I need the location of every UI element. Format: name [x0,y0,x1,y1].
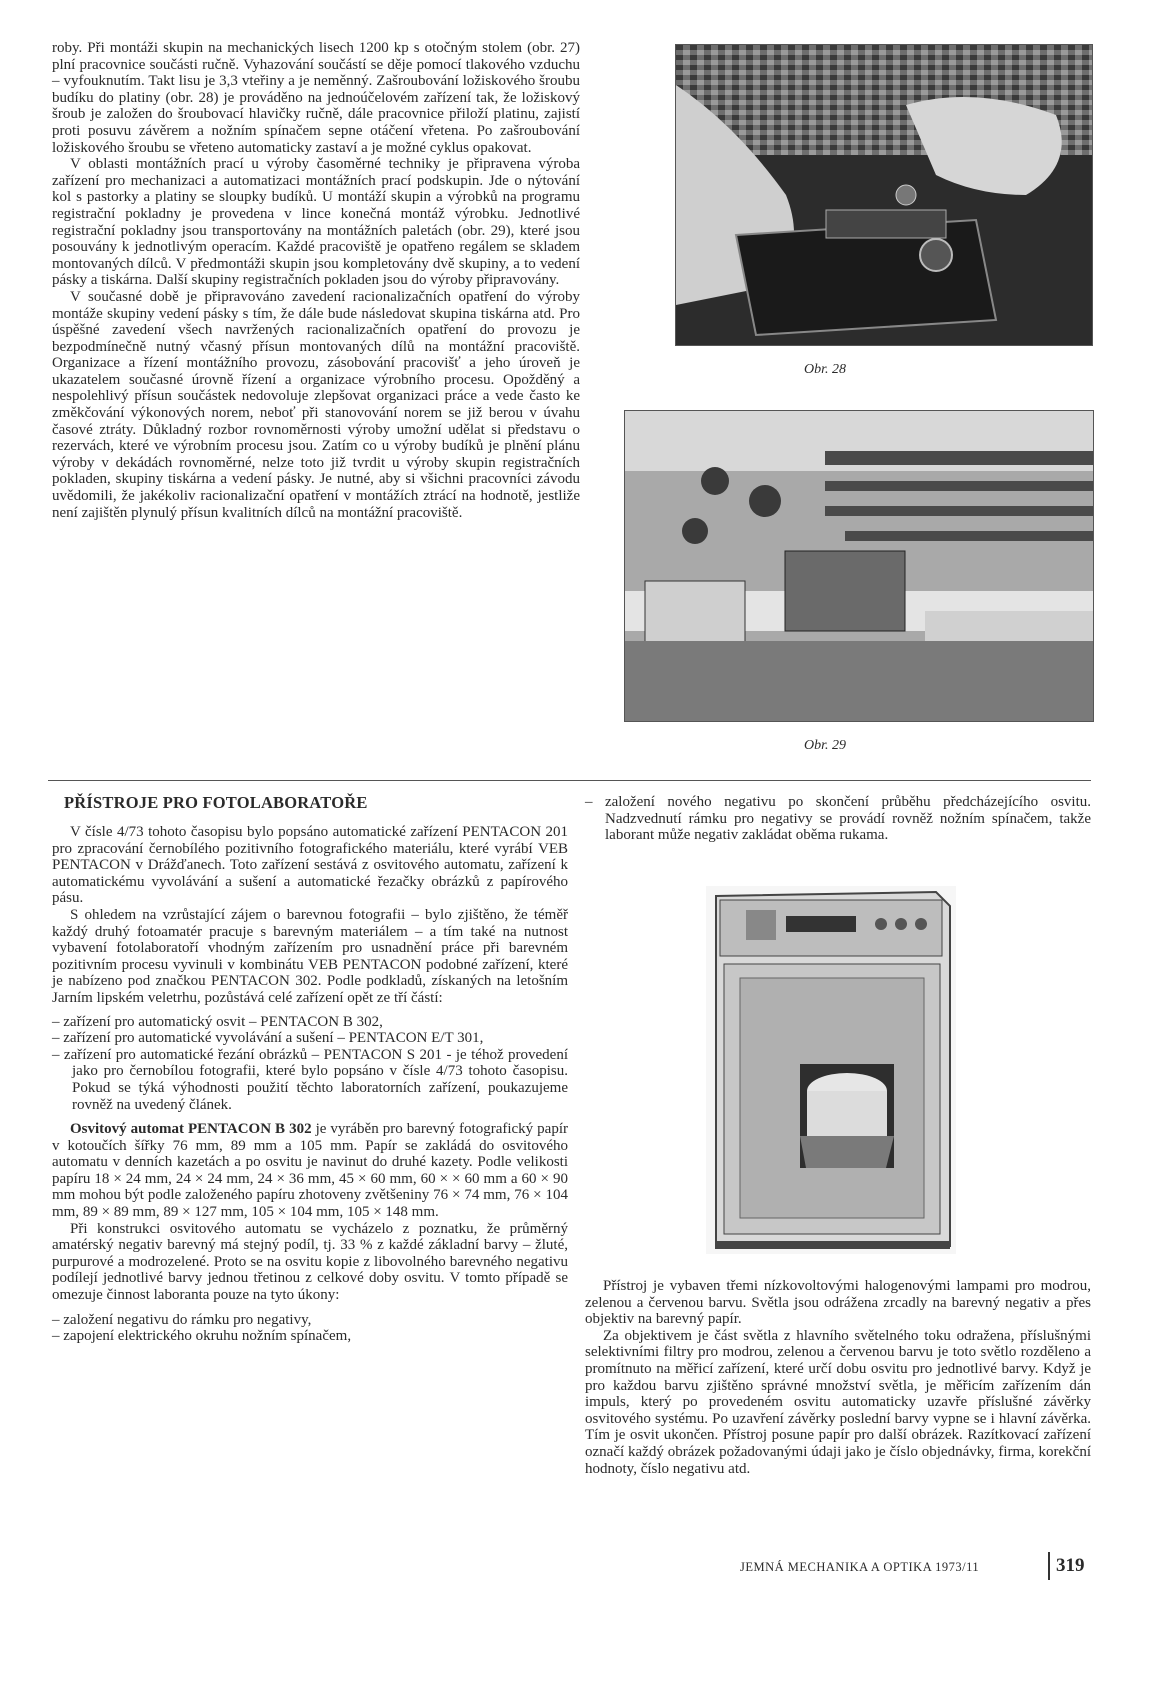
list-item: – založení nového negativu po skončení průběhu předcházejícího osvitu. Nadzvednutí rámku pro negativy se provádí rovněž nožním spínačem, takže laborant může negativ zakládat oběma rukama. [585,794,1091,844]
list-item: – zařízení pro automatické řezání obrázků – PENTACON S 201 - je téhož provedení jako pro černobílou fotografii, které bylo popsáno v čísle 4/73 tohoto časopisu. Pokud se týká výhodnosti použití těchto laboratorních zařízení, poukazujeme rovněž na uvedený článek. [52,1046,568,1113]
paragraph: V oblasti montážních prací u výroby časoměrné techniky je připravena výroba zařízení pro mechanizaci a automatizaci montážních prací podskupin. Jde o nýtování kol s pastorky a platiny se sloupky budíků. U montáží skupin a výrobků na programu registrační pokladny je provedena v lince konečná montáž výrobku. Jednotlivé registrační pokladny jsou transportovány na montážních paletách (obr. 29), které jsou posouvány k jednotlivým operacím. Každé pracoviště je opatřeno regálem se skladem montovaných dílců. V předmontáži skupin jsou kompletovány dvě skupiny, a to vedení pásky a tiskárna. Další skupiny registračních pokladen jsou do výroby připravovány. [52,156,580,289]
figure-28-caption: Obr. 28 [804,362,847,377]
list-item: – zapojení elektrického okruhu nožním spínačem, [52,1328,352,1345]
paragraph: V čísle 4/73 tohoto časopisu bylo popsáno automatické zařízení PENTACON 201 pro zpracování černobílého pozitivního fotografického materiálu, které vyrábí VEB PENTACON v Drážďanech. Toto zařízení sestává z osvitového automatu, zařízení k automatickému vyvolávání a sušení a automatické řezačky obrázků z papírového pásu. [52,824,568,907]
figure-29-caption: Obr. 29 [804,738,847,753]
pentacon-b302-image [706,886,956,1254]
paragraph: Přístroj je vybaven třemi nízkovoltovými halogenovými lampami pro modrou, zelenou a červenou barvu. Světla jsou odrážena zrcadly na barevný negativ a přes objektiv na barevný papír. [585,1278,1091,1328]
list-item: – zařízení pro automatický osvit – PENTACON B 302, [52,1013,383,1030]
paragraph: S ohledem na vzrůstající zájem o barevnou fotografii – bylo zjištěno, že téměř každý druhý fotoamatér pracuje s barevným materiálem – a tím také na nutnost vybavení fotolaboratoří vhodným zařízením pro usnadnění práce při barevném pozitivním procesu vyvinuli v kombinátu VEB PENTACON podobné zařízení, které je nabízeno pod značkou PENTACON 302. Podle podkladů, získaných na letošním Jarním lipském veletrhu, pozůstává celé zařízení opět ze tří částí: [52,906,568,1006]
paragraph-text: je vyráběn pro barevný fotografický papír v kotoučích šířky 76 mm, 89 mm a 105 mm. Papír se zakládá do osvitového automatu v denních kazetách a po osvitu je navinut do druhé kazety. Podle velikosti papíru 18 × 24 mm, 24 × 24 mm, 24 × 36 mm, 45 × 60 mm, 60 × × 60 mm a 60 × 90 mm mohou být podle založeného papíru zhotoveny zvětšeniny 76 × 74 mm, 76 × 104 mm, 89 × 89 mm, 89 × 127 mm, 105 × 104 mm, 105 × 148 mm. [52,1121,568,1221]
list-item: – zařízení pro automatické vyvolávání a sušení – PENTACON E/T 301, [52,1030,484,1047]
assembly-line-image [625,411,1093,721]
top-left-column [52,40,580,521]
bold-lead: Osvitový automat PENTACON B 302 [70,1121,312,1138]
article-heading: PŘÍSTROJE PRO FOTOLABORATOŘE [64,793,368,812]
paragraph: V současné době je připravováno zavedení racionalizačních opatření do výroby montáže skupiny vedení pásky s tím, že dále bude následovat skupina tiskárna atd. Pro úspěšné zavedení všech navržených racionalizačních opatření do provozu je bezpodmínečně nutný včasný přísun montovaných dílů na montážní pracoviště. Organizace a řízení montážního provozu, zásobování pracovišť a jeho úroveň je ukazatelem současné úrovně řízení a organizace výrobního procesu. Opožděný a nespolehlivý přísun součástek nedovoluje zlepšovat organizaci práce a vede často ke změkčování výkonových norem, neboť při stanovování norem se již berou v úvahu časové ztráty. Důkladný rozbor rovnoměrnosti výroby umožní udělat si představu o rezervách, které ve výrobním procesu jsou. Zatím co u výroby budíků je plnění plánu výroby v dekádách rovnoměrné, nelze toto již tvrdit u výroby skupin registračních pokladen, skupiny tiskárna a vedení pásky. Je nutné, aby si všichni pracovníci závodu uvědomili, že jakékoliv racionalizační opatření v montážích ztrácí na hodnotě, jestliže není zajištěn plynulý přísun kvalitních dílců na montážní pracoviště. [52,288,580,521]
figure-28-photo [675,44,1093,346]
section-divider [48,780,1091,781]
journal-footer: JEMNÁ MECHANIKA A OPTIKA 1973/11 [740,1560,980,1574]
article-right-top [585,794,1091,844]
page-number: 319 [1056,1555,1085,1576]
footer-divider [1048,1552,1050,1580]
paragraph [52,1121,568,1221]
paragraph: Při konstrukci osvitového automatu se vycházelo z poznatku, že průměrný amatérský negativ barevný má stejný podíl, tj. 33 % z každé základní barvy – žluté, purpurové a modrozelené. Proto se na osvitu kopie z libovolného barevného negativu podílejí jednotlivé barvy jednou třetinou z celkové doby osvitu. V tomto případě se omezuje činnost laboranta pouze na tyto úkony: [52,1220,568,1304]
article-right-bottom [585,1278,1091,1477]
list-item: – založení negativu do rámku pro negativy, [52,1311,312,1328]
figure-29-photo [624,410,1094,722]
paragraph: roby. Při montáži skupin na mechanických lisech 1200 kp s otočným stolem (obr. 27) plní pracovnice součásti ručně. Vyhazování součástí se děje pomocí tlakového vzduchu – vyfouknutím. Takt lisu je 3,3 vteřiny a je neměnný. Zašroubování ložiskového šroubu budíku do platiny (obr. 28) je prováděno na jednoúčelovém zařízení tak, že ložiskový šroub je založen do šroubovací hlavičky ručně, dále pracovnice přiloží platinu, zajistí proti posuvu závěrem a nožním spínačem sepne otáčení vřetena. Po zašroubování ložiskového šroubu se vřeteno automaticky zastaví a je možné cyklus opakovat. [52,40,580,156]
article-left-column [52,824,568,1345]
paragraph: Za objektivem je část světla z hlavního světelného toku odražena, příslušnými selektivními filtry pro modrou, zelenou a červenou barvu je toto světlo rozděleno a promítnuto na měřicí zařízení, které určí dobu osvitu pro jednotlivé barvy. Když je pro každou barvu zjištěno správné množství světla, je měřicím zařízením dán impuls, který po provedeném osvitu automaticky uzavře příslušné závěrky osvitového systému. Po uzavření závěrky poslední barvy vypne se i hlavní závěrka. Tím je osvit ukončen. Přístroj posune papír pro další obrázek. Razítkovací zařízení označí každý obrázek požadovanými údaji jako je číslo objednávky, firma, korekční hodnoty, číslo negativu atd. [585,1327,1091,1477]
hands-assembly-image [676,45,1092,345]
pentacon-device-photo [706,886,956,1254]
